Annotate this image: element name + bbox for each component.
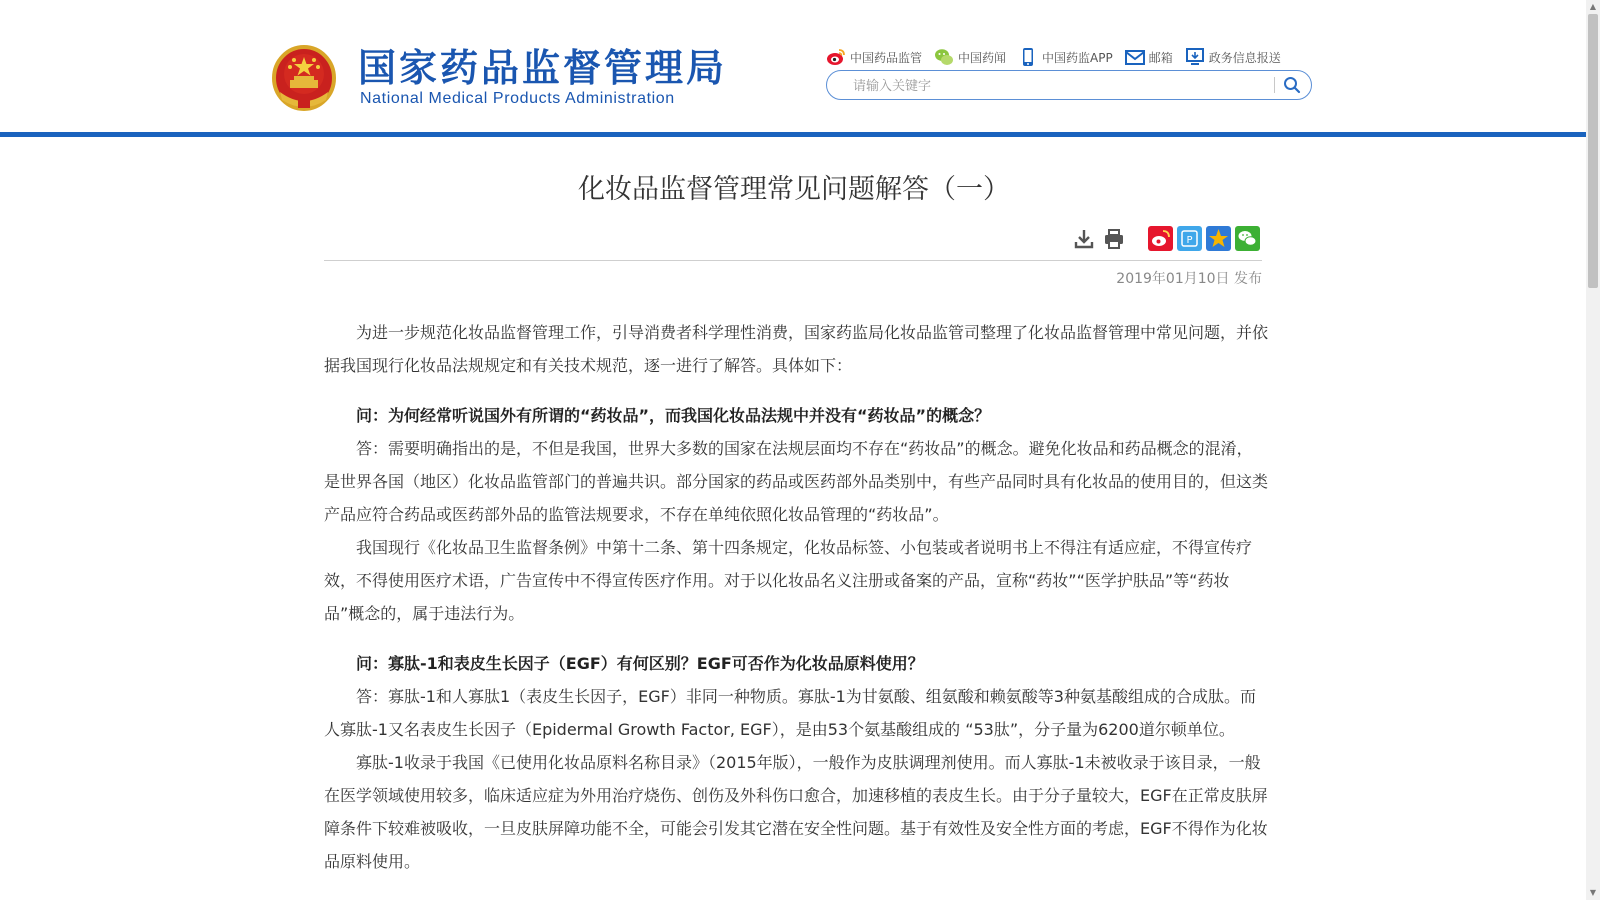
nav-label: 邮箱 — [1148, 50, 1173, 65]
question-paragraph: 问：为何经常听说国外有所谓的“药妆品”，而我国化妆品法规中并没有“药妆品”的概念？ — [356, 406, 991, 425]
publish-date: 2019年01月10日 发布 — [1116, 271, 1262, 287]
wechat-share-icon[interactable] — [1235, 226, 1260, 251]
article-tools — [1072, 226, 1264, 251]
site-name-cn[interactable]: 国家药品监督管理局 — [358, 46, 728, 90]
scroll-up-arrow-icon[interactable]: ▲ — [1589, 2, 1597, 11]
nav-label: 中国药品监管 — [850, 50, 923, 65]
nav-app-link[interactable] — [1018, 47, 1113, 67]
monitor-icon — [1185, 47, 1205, 67]
scroll-down-arrow-icon[interactable]: ▼ — [1589, 888, 1597, 897]
wechat-icon — [934, 47, 954, 67]
header-divider — [0, 132, 1586, 137]
share-group — [1148, 226, 1264, 251]
svg-text:P: P — [1186, 235, 1193, 246]
question-paragraph: 问：寡肽-1和表皮生长因子（EGF）有何区别？EGF可否作为化妆品原料使用？ — [356, 654, 924, 673]
site-name-en[interactable]: National Medical Products Administration — [360, 90, 675, 107]
qq-share-icon[interactable] — [1177, 226, 1202, 251]
nav-wechat-link[interactable] — [934, 47, 1006, 67]
article-title: 化妆品监督管理常见问题解答（一） — [578, 174, 1010, 205]
qzone-share-icon[interactable] — [1206, 226, 1231, 251]
national-emblem-icon[interactable] — [270, 40, 338, 112]
mobile-icon — [1018, 47, 1038, 67]
nav-weibo-link[interactable] — [826, 47, 922, 67]
nav-mail-link[interactable] — [1125, 47, 1173, 67]
site-header — [0, 0, 1586, 132]
article-paragraph: 为进一步规范化妆品监督管理工作，引导消费者科学理性消费，国家药监局化妆品监管司整理了化妆品监督管理中常见问题，并依据我国现行化妆品法规规定和有关技术规范，逐一进行了解答。具体如下： — [324, 323, 1269, 375]
title-divider — [324, 260, 1262, 261]
weibo-share-icon[interactable] — [1148, 226, 1173, 251]
top-nav — [826, 46, 1293, 68]
search-divider — [1274, 77, 1275, 93]
nav-label: 政务信息报送 — [1208, 50, 1281, 65]
download-icon[interactable] — [1072, 227, 1096, 251]
search-box — [826, 70, 1312, 100]
article-paragraph: 我国现行《化妆品卫生监督条例》中第十二条、第十四条规定，化妆品标签、小包装或者说明书上不得注有适应症，不得宣传疗效，不得使用医疗术语，广告宣传中不得宣传医疗作用。对于以化妆品名义注册或备案的产品，宣称“药妆”“医学护肤品”等“药妆品”概念的，属于违法行为。 — [324, 538, 1253, 623]
scroll-thumb[interactable] — [1588, 14, 1598, 288]
article-paragraph: 寡肽-1收录于我国《已使用化妆品原料名称目录》（2015年版），一般作为皮肤调理剂使用。而人寡肽-1未被收录于该目录，一般在医学领域使用较多，临床适应症为外用治疗烧伤、创伤及外科伤口愈合，加速移植的表皮生长。由于分子量较大，EGF在正常皮肤屏障条件下较难被吸收，一旦皮肤屏障功能不全，可能会引发其它潜在安全性问题。基于有效性及安全性方面的考虑，EGF不得作为化妆品原料使用。 — [324, 753, 1268, 871]
nav-report-link[interactable] — [1185, 47, 1281, 67]
print-icon[interactable] — [1102, 227, 1126, 251]
article-paragraph: 答：寡肽-1和人寡肽1（表皮生长因子，EGF）非同一种物质。寡肽-1为甘氨酸、组氨酸和赖氨酸等3种氨基酸组成的合成肽。而人寡肽-1又名表皮生长因子（Epidermal Growth Factor, EGF），是由53个氨基酸组成的 “53肽”，分子量为6200道尔顿单位。 — [324, 687, 1256, 739]
search-icon[interactable] — [1281, 74, 1303, 96]
search-input[interactable] — [851, 75, 1275, 97]
article-body — [324, 316, 1268, 878]
vertical-scrollbar[interactable] — [1586, 0, 1600, 900]
weibo-icon — [826, 47, 846, 67]
mail-icon — [1125, 47, 1145, 67]
nav-label: 中国药闻 — [958, 50, 1007, 65]
nav-label: 中国药监APP — [1042, 50, 1113, 65]
article-paragraph: 答：需要明确指出的是，不但是我国，世界大多数的国家在法规层面均不存在“药妆品”的概念。避免化妆品和药品概念的混淆，是世界各国（地区）化妆品监管部门的普遍共识。部分国家的药品或医药部外品类别中，有些产品同时具有化妆品的使用目的，但这类产品应符合药品或医药部外品的监管法规要求，不存在单纯依照化妆品管理的“药妆品”。 — [324, 439, 1269, 524]
